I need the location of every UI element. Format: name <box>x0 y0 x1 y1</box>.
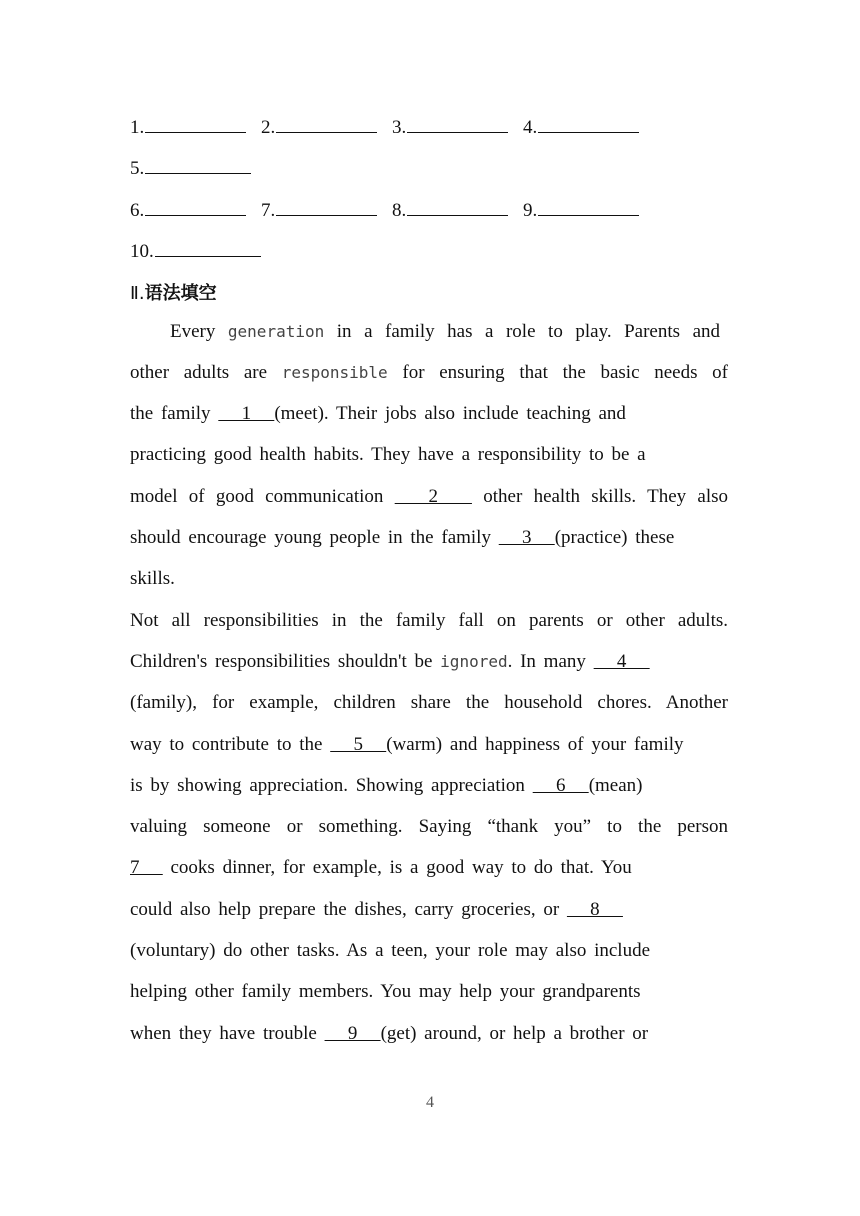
answer-slot <box>130 114 246 141</box>
blank-9: 9 <box>324 1023 381 1044</box>
passage-line-14 <box>130 854 728 882</box>
text: way to contribute to the <box>130 734 323 755</box>
vocab-word: responsible <box>281 363 388 382</box>
text: model of good communication <box>130 486 384 507</box>
answer-blank <box>407 197 508 216</box>
text: other health skills. They also <box>483 486 729 507</box>
text: . In many <box>507 651 586 672</box>
passage-line-4: practicing good health habits. They have a responsibility to be a <box>130 444 646 465</box>
text: (mean) <box>588 775 643 796</box>
text: (practice) these <box>554 527 675 548</box>
answer-number: 1. <box>130 117 145 138</box>
section-number: Ⅱ. <box>130 283 145 304</box>
text: (get) around, or help a brother or <box>380 1023 649 1044</box>
answer-row-1 <box>130 114 649 140</box>
answer-number: 3. <box>392 117 407 138</box>
blank-5: 5 <box>330 734 387 755</box>
answer-number: 2. <box>261 117 276 138</box>
answer-number: 5. <box>130 158 145 179</box>
answer-number: 9. <box>523 200 538 221</box>
text: (meet). Their jobs also include teaching and <box>274 403 626 424</box>
answer-slot <box>392 197 508 224</box>
section-title: 语法填空 <box>144 283 217 304</box>
answer-row-3 <box>130 197 649 223</box>
text: cooks dinner, for example, is a good way to do that. You <box>170 857 632 878</box>
answer-row-4 <box>130 238 271 264</box>
passage-line-1 <box>170 318 720 346</box>
answer-blank <box>145 197 246 216</box>
passage-line-3 <box>130 400 728 428</box>
blank-1: 1 <box>218 403 275 424</box>
answer-slot <box>130 238 261 265</box>
text: for ensuring that the basic needs of <box>402 362 728 383</box>
answer-number: 10. <box>130 241 154 262</box>
answer-number: 6. <box>130 200 145 221</box>
vocab-word: generation <box>227 322 325 341</box>
answer-blank <box>538 197 639 216</box>
answer-blank <box>155 238 261 257</box>
passage-line-16: (voluntary) do other tasks. As a teen, your role may also include <box>130 940 651 961</box>
text: other adults are <box>130 362 268 383</box>
answer-number: 7. <box>261 200 276 221</box>
answer-number: 8. <box>392 200 407 221</box>
passage-line-2 <box>130 359 728 387</box>
passage-line-11 <box>130 731 728 759</box>
answer-slot <box>261 114 377 141</box>
text: is by showing appreciation. Showing appreciation <box>130 775 525 796</box>
answer-row-2 <box>130 155 261 181</box>
passage-line-7: skills. <box>130 568 175 589</box>
answer-blank <box>538 114 639 133</box>
answer-slot <box>130 197 246 224</box>
passage-line-6 <box>130 524 728 552</box>
text: the family <box>130 403 211 424</box>
passage-line-18 <box>130 1020 728 1048</box>
answer-blank <box>145 114 246 133</box>
blank-6: 6 <box>532 775 589 796</box>
blank-4: 4 <box>593 651 650 672</box>
text: Every <box>170 321 216 342</box>
text: could also help prepare the dishes, carry groceries, or <box>130 899 560 920</box>
blank-7: 7 <box>130 857 163 878</box>
passage-line-10: (family), for example, children share the household chores. Another <box>130 692 728 713</box>
text: should encourage young people in the family <box>130 527 491 548</box>
text: (warm) and happiness of your family <box>386 734 684 755</box>
blank-2: 2 <box>394 486 472 507</box>
answer-blank <box>276 114 377 133</box>
text: in a family has a role to play. Parents and <box>336 321 721 342</box>
vocab-word: ignored <box>440 652 508 671</box>
passage-line-5 <box>130 483 728 511</box>
answer-blank <box>276 197 377 216</box>
passage-line-12 <box>130 772 728 800</box>
blank-3: 3 <box>498 527 555 548</box>
section-heading <box>130 281 217 307</box>
answer-slot <box>130 155 251 182</box>
answer-blank <box>145 155 251 174</box>
blank-8: 8 <box>566 899 623 920</box>
text: Children's responsibilities shouldn't be <box>130 651 433 672</box>
answer-slot <box>523 114 639 141</box>
passage-line-13: valuing someone or something. Saying “thank you” to the person <box>130 816 728 837</box>
text: when they have trouble <box>130 1023 317 1044</box>
page-number: 4 <box>426 1094 434 1111</box>
passage-line-17: helping other family members. You may help your grandparents <box>130 981 641 1002</box>
answer-slot <box>261 197 377 224</box>
passage-line-9 <box>130 648 728 676</box>
passage-line-15 <box>130 896 728 924</box>
answer-number: 4. <box>523 117 538 138</box>
answer-blank <box>407 114 508 133</box>
passage-line-8: Not all responsibilities in the family fall on parents or other adults. <box>130 610 728 631</box>
answer-slot <box>523 197 639 224</box>
answer-slot <box>392 114 508 141</box>
